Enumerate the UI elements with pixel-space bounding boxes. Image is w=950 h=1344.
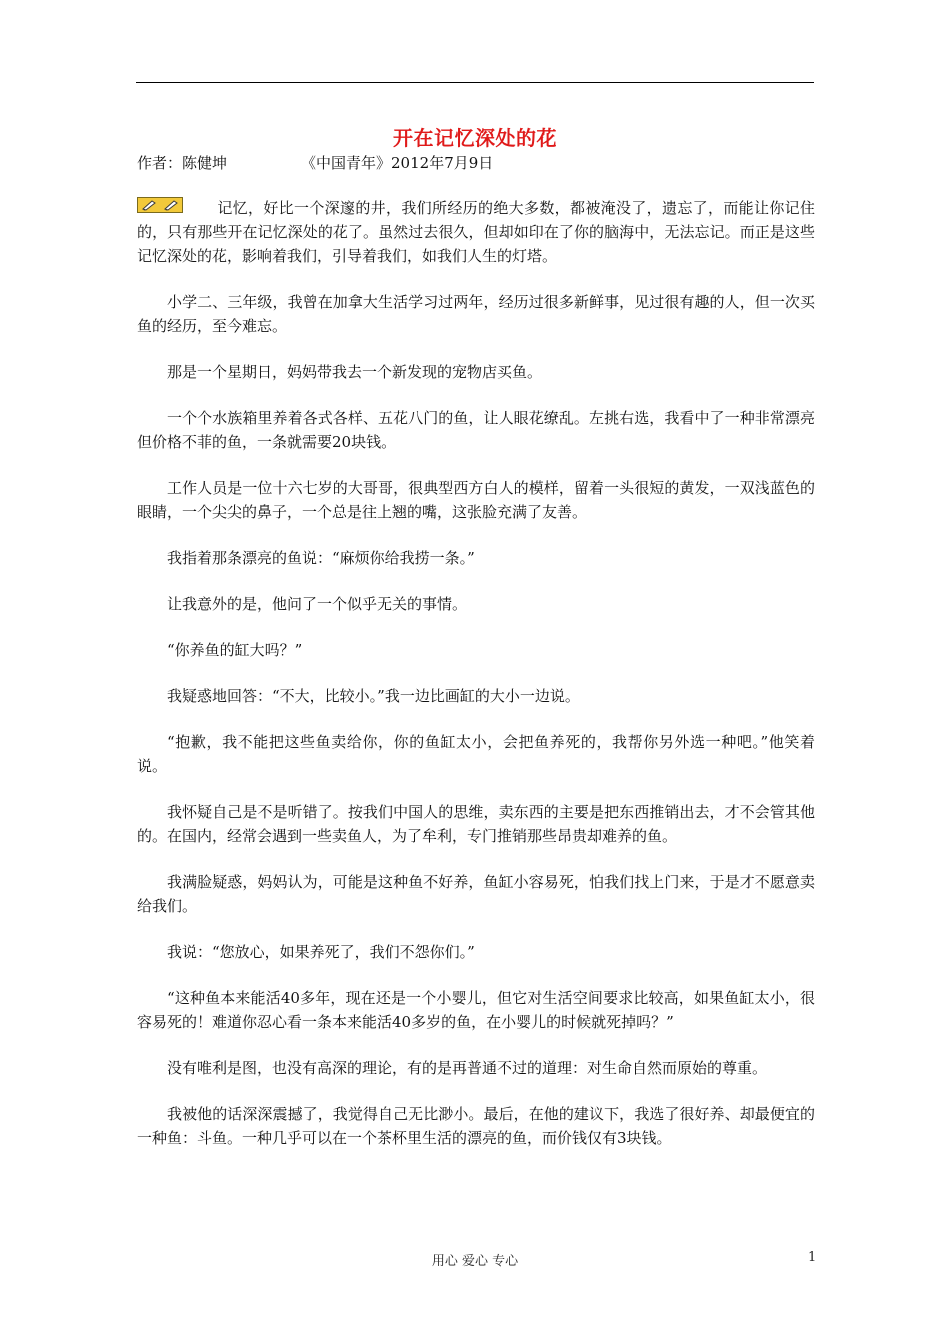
paragraph: 我疑惑地回答：“不大，比较小。”我一边比画缸的大小一边说。 — [167, 687, 580, 705]
author: 作者：陈健坤 — [137, 154, 228, 172]
paragraph — [137, 196, 815, 268]
paragraph: 我怀疑自己是不是听错了。按我们中国人的思维，卖东西的主要是把东西推销出去，才不会管其他的。在国内，经常会遇到一些卖鱼人，为了牟利，专门推销那些昂贵却难养的鱼。 — [137, 803, 815, 845]
paragraph: 我指着那条漂亮的鱼说：“麻烦你给我捞一条。” — [167, 549, 475, 567]
paragraph: 我被他的话深深震撼了，我觉得自己无比渺小。最后，在他的建议下，我选了很好养、却最便宜的一种鱼：斗鱼。一种几乎可以在一个茶杯里生活的漂亮的鱼，而价钱仅有3块钱。 — [137, 1105, 815, 1147]
article-body — [137, 196, 815, 1172]
byline — [137, 152, 493, 173]
paragraph: 我满脸疑惑，妈妈认为，可能是这种鱼不好养，鱼缸小容易死，怕我们找上门来，于是才不愿意卖给我们。 — [137, 873, 815, 915]
paragraph: “抱歉，我不能把这些鱼卖给你，你的鱼缸太小，会把鱼养死的，我帮你另外选一种吧。”他笑着说。 — [137, 733, 815, 775]
paragraph: “这种鱼本来能活40多年，现在还是一个小婴儿，但它对生活空间要求比较高，如果鱼缸太小，很容易死的！难道你忍心看一条本来能活40多岁的鱼，在小婴儿的时候就死掉吗？” — [137, 989, 815, 1031]
page-number: 1 — [808, 1250, 817, 1265]
paragraph-text: 记忆，好比一个深邃的井，我们所经历的绝大多数，都被淹没了，遗忘了，而能让你记住的，只有那些开在记忆深处的花了。虽然过去很久，但却如印在了你的脑海中，无法忘记。而正是这些记忆深处的花，影响着我们，引导着我们，如我们人生的灯塔。 — [137, 199, 815, 265]
paragraph: 没有唯利是图，也没有高深的理论，有的是再普通不过的道理：对生命自然而原始的尊重。 — [167, 1059, 768, 1077]
paragraph: 小学二、三年级，我曾在加拿大生活学习过两年，经历过很多新鲜事，见过很有趣的人，但一次买鱼的经历，至今难忘。 — [137, 293, 815, 335]
paragraph: 工作人员是一位十六七岁的大哥哥，很典型西方白人的模样，留着一头很短的黄发，一双浅蓝色的眼睛，一个尖尖的鼻子，一个总是往上翘的嘴，这张脸充满了友善。 — [137, 479, 815, 521]
paragraph: 那是一个星期日，妈妈带我去一个新发现的宠物店买鱼。 — [167, 363, 543, 381]
paragraph: 我说：“您放心，如果养死了，我们不怨你们。” — [167, 943, 475, 961]
paragraph: “你养鱼的缸大吗？” — [167, 641, 303, 659]
paragraph: 一个个水族箱里养着各式各样、五花八门的鱼，让人眼花缭乱。左挑右选，我看中了一种非常漂亮但价格不菲的鱼，一条就需要20块钱。 — [137, 409, 815, 451]
header-rule — [136, 82, 814, 83]
publication-source: 《中国青年》2012年7月9日 — [301, 154, 494, 172]
paragraph: 让我意外的是，他问了一个似乎无关的事情。 — [167, 595, 468, 613]
article-title: 开在记忆深处的花 — [393, 126, 557, 150]
footer-motto: 用心 爱心 专心 — [431, 1254, 519, 1269]
